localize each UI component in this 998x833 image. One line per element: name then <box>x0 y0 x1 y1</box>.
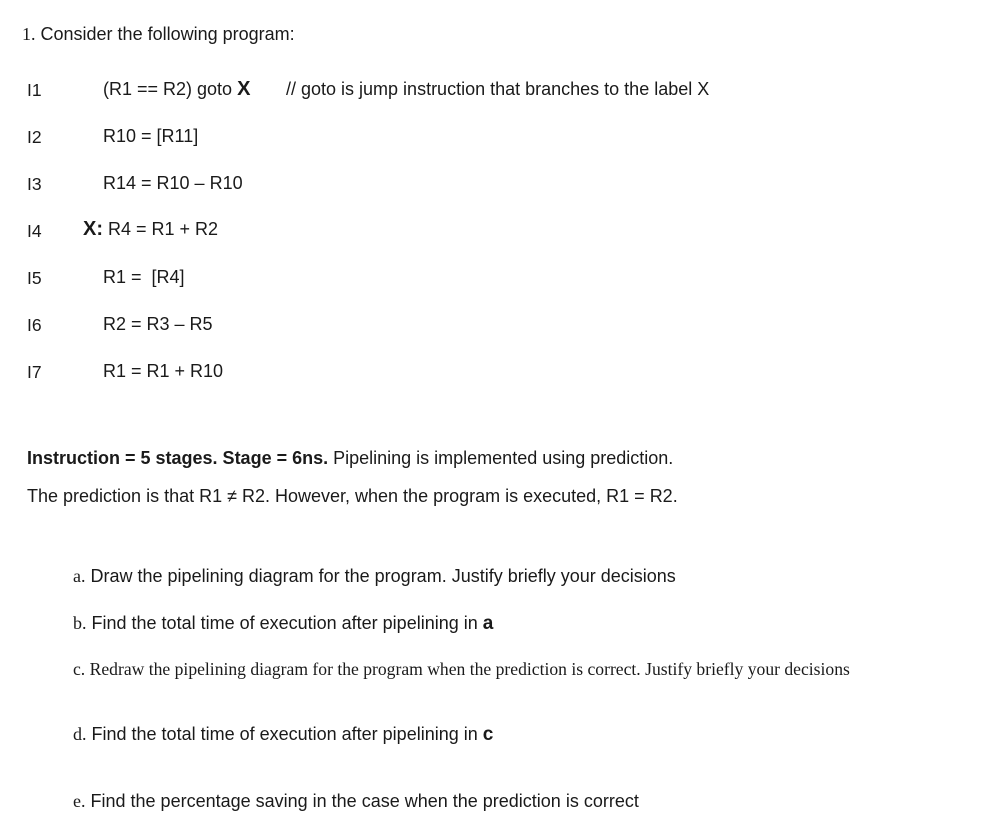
instruction-code <box>103 78 250 101</box>
question-letter: d. <box>73 724 87 744</box>
instruction-label: I4 <box>27 221 42 241</box>
code-label: X: <box>83 218 103 240</box>
instruction-label: I2 <box>27 127 42 147</box>
instruction-label: I1 <box>27 80 42 100</box>
instruction-comment: // goto is jump instruction that branches to the label X <box>286 79 710 99</box>
branch-target: X <box>237 78 251 100</box>
question-letter: b. <box>73 613 87 633</box>
instruction-code: R14 = R10 – R10 <box>103 173 243 193</box>
code-text: R4 = R1 + R2 <box>103 219 219 239</box>
question-letter: c. <box>73 659 86 679</box>
instruction-code: R10 = [R11] <box>103 126 199 146</box>
instruction-code <box>83 218 218 241</box>
question-text: Find the percentage saving in the case when the prediction is correct <box>90 791 639 811</box>
instruction-code: R1 = [R4] <box>103 267 185 287</box>
question-item <box>73 791 639 812</box>
question-number: 1. <box>22 24 36 44</box>
question-letter: e. <box>73 791 86 811</box>
description-line-2: The prediction is that R1 ≠ R2. However, when the program is executed, R1 = R2. <box>27 486 678 506</box>
question-item <box>73 724 493 746</box>
question-item <box>73 659 850 680</box>
question-text: Redraw the pipelining diagram for the program when the prediction is correct. Justify briefly your decisions <box>89 659 850 679</box>
instruction-label: I7 <box>27 362 42 382</box>
question-item <box>73 613 493 635</box>
description-line-1 <box>27 448 673 469</box>
description-bold: Instruction = 5 stages. Stage = 6ns. <box>27 448 329 468</box>
question-intro: Consider the following program: <box>40 24 295 44</box>
instruction-label: I5 <box>27 268 42 288</box>
question-emphasis: c <box>482 724 494 745</box>
description-rest: Pipelining is implemented using prediction. <box>328 448 674 468</box>
question-text: Find the total time of execution after pipelining in <box>91 613 483 633</box>
question-title <box>22 24 295 45</box>
question-letter: a. <box>73 566 86 586</box>
instruction-label: I6 <box>27 315 42 335</box>
instruction-code: R2 = R3 – R5 <box>103 314 213 334</box>
question-text: Draw the pipelining diagram for the program. Justify briefly your decisions <box>90 566 676 586</box>
question-text: Find the total time of execution after pipelining in <box>91 724 483 744</box>
instruction-code: R1 = R1 + R10 <box>103 361 224 381</box>
instruction-label: I3 <box>27 174 42 194</box>
question-emphasis: a <box>482 613 494 634</box>
question-item <box>73 566 676 587</box>
branch-condition: (R1 == R2) goto <box>103 79 238 99</box>
